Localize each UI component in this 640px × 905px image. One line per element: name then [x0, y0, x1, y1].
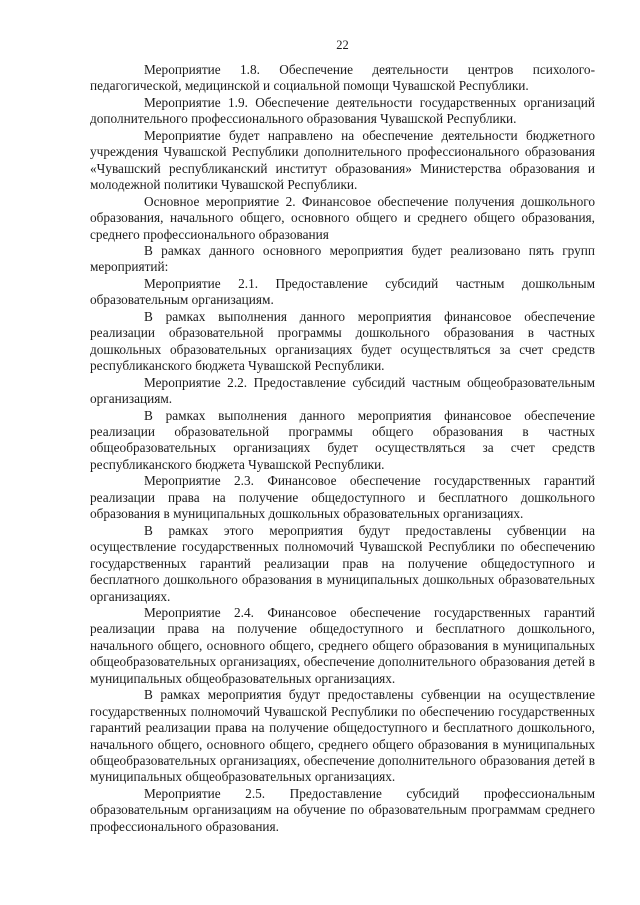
- document-page: [90, 38, 595, 835]
- paragraph-measure-2-4-description: В рамках мероприятия будут предоставлены субвенции на осуществление государственных полномочий Чувашской Республики по обеспечению государственных гарантий реализации права на получение общедоступного и бесплатного дошкольного, начального общего, основного общего, среднего общего образования в муниципальных общеобразовательных организациях, обеспечение дополнительного образования детей в муниципальных общеобразовательных организациях.: [90, 687, 595, 785]
- page-number: 22: [336, 38, 349, 52]
- paragraph-measure-2-3-description: В рамках этого мероприятия будут предоставлены субвенции на осуществление государственных полномочий Чувашской Республики по обеспечению государственных гарантий реализации прав на получение общедоступного и бесплатного дошкольного образования в муниципальных дошкольных образовательных организациях.: [90, 522, 595, 604]
- paragraph-measure-1-9-description: Мероприятие будет направлено на обеспечение деятельности бюджетного учреждения Чувашской Республики дополнительного профессионального образования «Чувашский республиканский институт образования» Министерства образования и молодежной политики Чувашской Республики.: [90, 127, 595, 193]
- paragraph-measure-2-2-description: В рамках выполнения данного мероприятия финансовое обеспечение реализации образовательной программы общего образования в частных общеобразовательных организациях будет осуществляться за счет средств республиканского бюджета Чувашской Республики.: [90, 407, 595, 472]
- paragraph-measure-2-3: Мероприятие 2.3. Финансовое обеспечение государственных гарантий реализации права на получение общедоступного и бесплатного дошкольного образования в муниципальных дошкольных образовательных организациях.: [90, 473, 595, 522]
- paragraph-main-measure-2: Основное мероприятие 2. Финансовое обеспечение получения дошкольного образования, начального общего, основного общего и среднего общего образования, среднего профессионального образования: [90, 193, 595, 242]
- paragraph-measure-2-5: Мероприятие 2.5. Предоставление субсидий профессиональным образовательным организациям на обучение по образовательным программам среднего профессионального образования.: [90, 785, 595, 834]
- paragraph-measure-2-1-description: В рамках выполнения данного мероприятия финансовое обеспечение реализации образовательной программы дошкольного образования в частных дошкольных образовательных организациях будет осуществляться за счет средств республиканского бюджета Чувашской Республики.: [90, 308, 595, 374]
- paragraph-measure-2-4: Мероприятие 2.4. Финансовое обеспечение государственных гарантий реализации права на получение общедоступного и бесплатного дошкольного, начального общего, основного общего, среднего общего образования в муниципальных общеобразовательных организациях, обеспечение дополнительного образования детей в муниципальных общеобразовательных организациях.: [90, 604, 595, 686]
- paragraph-measure-1-9: Мероприятие 1.9. Обеспечение деятельности государственных организаций дополнительного профессионального образования Чувашской Республики.: [90, 94, 595, 127]
- paragraph-main-measure-2-intro: В рамках данного основного мероприятия будет реализовано пять групп мероприятий:: [90, 242, 595, 275]
- paragraph-measure-2-1: Мероприятие 2.1. Предоставление субсидий частным дошкольным образовательным организациям.: [90, 275, 595, 308]
- paragraph-measure-1-8: Мероприятие 1.8. Обеспечение деятельности центров психолого-педагогической, медицинской и социальной помощи Чувашской Республики.: [90, 62, 595, 94]
- paragraph-measure-2-2: Мероприятие 2.2. Предоставление субсидий частным общеобразовательным организациям.: [90, 374, 595, 407]
